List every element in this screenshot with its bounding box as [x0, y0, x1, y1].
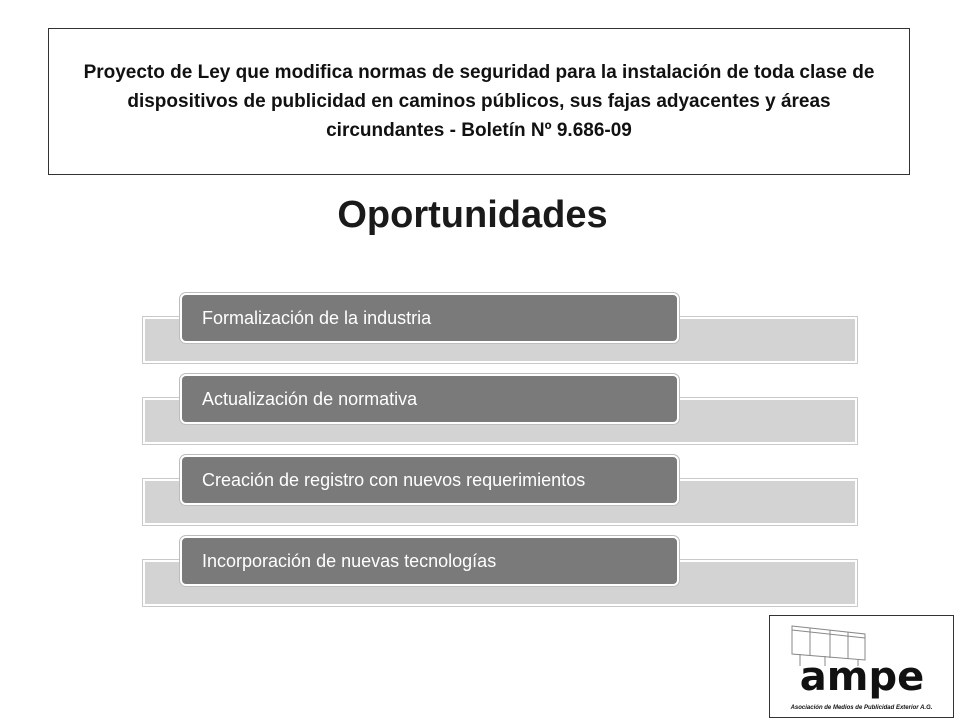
- list-item-label: Creación de registro con nuevos requerimientos: [180, 455, 679, 505]
- billboard-icon: [770, 616, 955, 719]
- list-item-label: Actualización de normativa: [180, 374, 679, 424]
- list-item: [0, 536, 960, 598]
- list-item: [0, 455, 960, 517]
- list-item: [0, 374, 960, 436]
- logo-text: ampe: [799, 654, 925, 700]
- list-item-label: Formalización de la industria: [180, 293, 679, 343]
- title-box: [48, 28, 910, 175]
- document-title: Proyecto de Ley que modifica normas de seguridad para la instalación de toda clase de dispositivos de publicidad en caminos públicos, sus fajas adyacentes y áreas circundantes - Boletín Nº 9.686-09: [83, 62, 875, 141]
- ampe-logo: [769, 615, 954, 718]
- logo-caption: Asociación de Medios de Publicidad Exterior A.G.: [790, 705, 933, 711]
- section-heading: Oportunidades: [337, 194, 608, 236]
- list-item: [0, 293, 960, 355]
- list-item-label: Incorporación de nuevas tecnologías: [180, 536, 679, 586]
